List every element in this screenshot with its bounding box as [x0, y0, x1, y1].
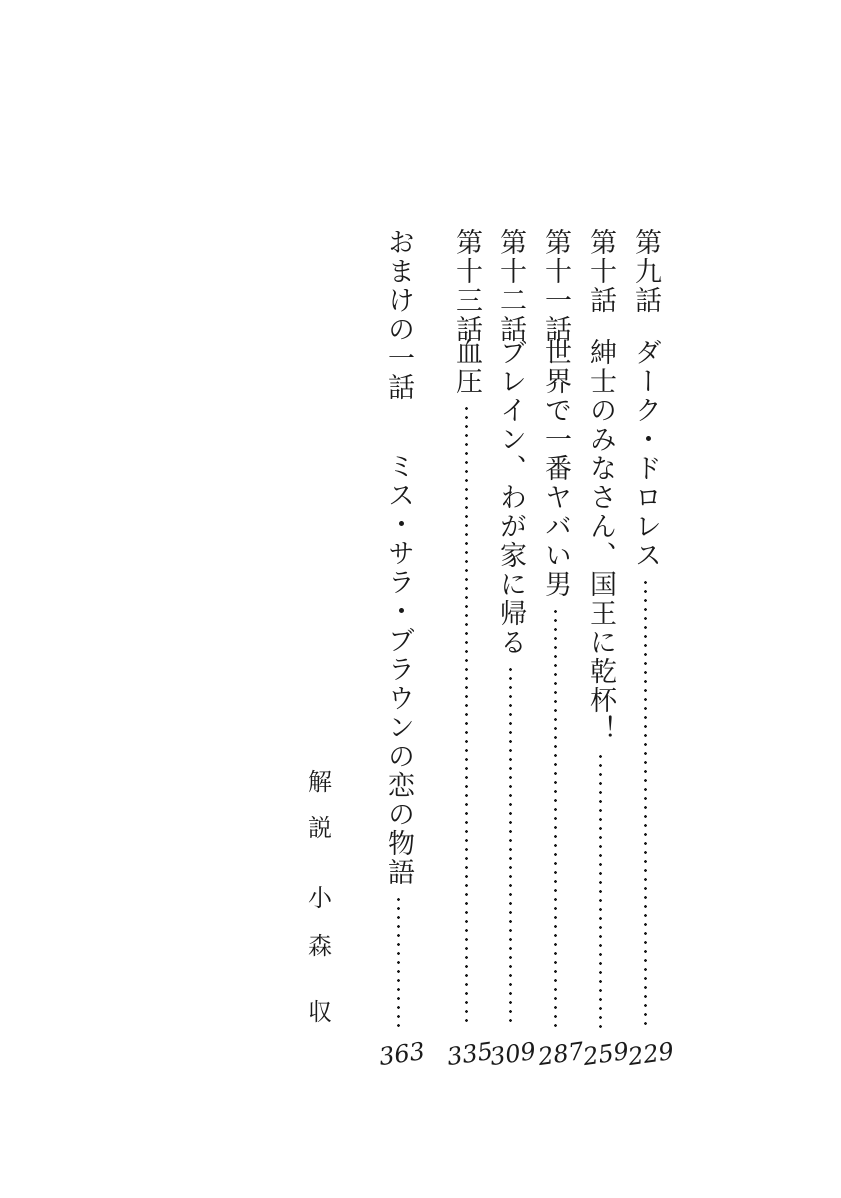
chapter-number: おまけの一話 [383, 228, 414, 402]
toc-entry-13[interactable] [449, 228, 483, 1028]
toc-entry-9[interactable] [628, 228, 662, 1028]
toc-entry-bonus[interactable] [381, 228, 415, 1028]
commentary-label-2: 説 [308, 814, 332, 842]
chapter-title: 紳士のみなさん、国王に乾杯！ [585, 338, 616, 744]
chapter-number: 第十一話 [540, 228, 571, 344]
author-name-2: 森 [308, 932, 332, 960]
author-name-1: 小 [308, 884, 332, 912]
chapter-number: 第十二話 [495, 228, 526, 344]
chapter-title: ダーク・ドロレス [630, 338, 661, 570]
dot-leader [509, 665, 512, 1028]
chapter-number: 第九話 [630, 228, 661, 315]
dot-leader [397, 895, 400, 1028]
dot-leader [644, 578, 647, 1028]
page-number: 287 [536, 1036, 586, 1072]
commentary-entry[interactable] [303, 768, 337, 1026]
chapter-title: 血圧 [451, 338, 482, 396]
page-number: 229 [626, 1036, 676, 1072]
chapter-title: 世界で一番ヤバい男 [540, 338, 571, 599]
chapter-title: ミス・サラ・ブラウンの恋の物語 [383, 452, 414, 887]
toc-entry-12[interactable] [493, 228, 527, 1028]
dot-leader [465, 404, 468, 1028]
dot-leader [599, 752, 602, 1028]
toc-entry-10[interactable] [583, 228, 617, 1028]
commentary-label-1: 解 [308, 768, 332, 796]
page-number: 309 [488, 1036, 538, 1072]
dot-leader [554, 607, 557, 1028]
chapter-number: 第十三話 [451, 228, 482, 344]
chapter-title: ブレイン、わが家に帰る [495, 338, 526, 657]
page-number: 335 [445, 1036, 495, 1072]
chapter-number: 第十話 [585, 228, 616, 315]
page-number: 363 [377, 1036, 427, 1072]
page-number: 259 [581, 1036, 631, 1072]
author-name-3: 収 [308, 998, 332, 1026]
toc-entry-11[interactable] [538, 228, 572, 1028]
